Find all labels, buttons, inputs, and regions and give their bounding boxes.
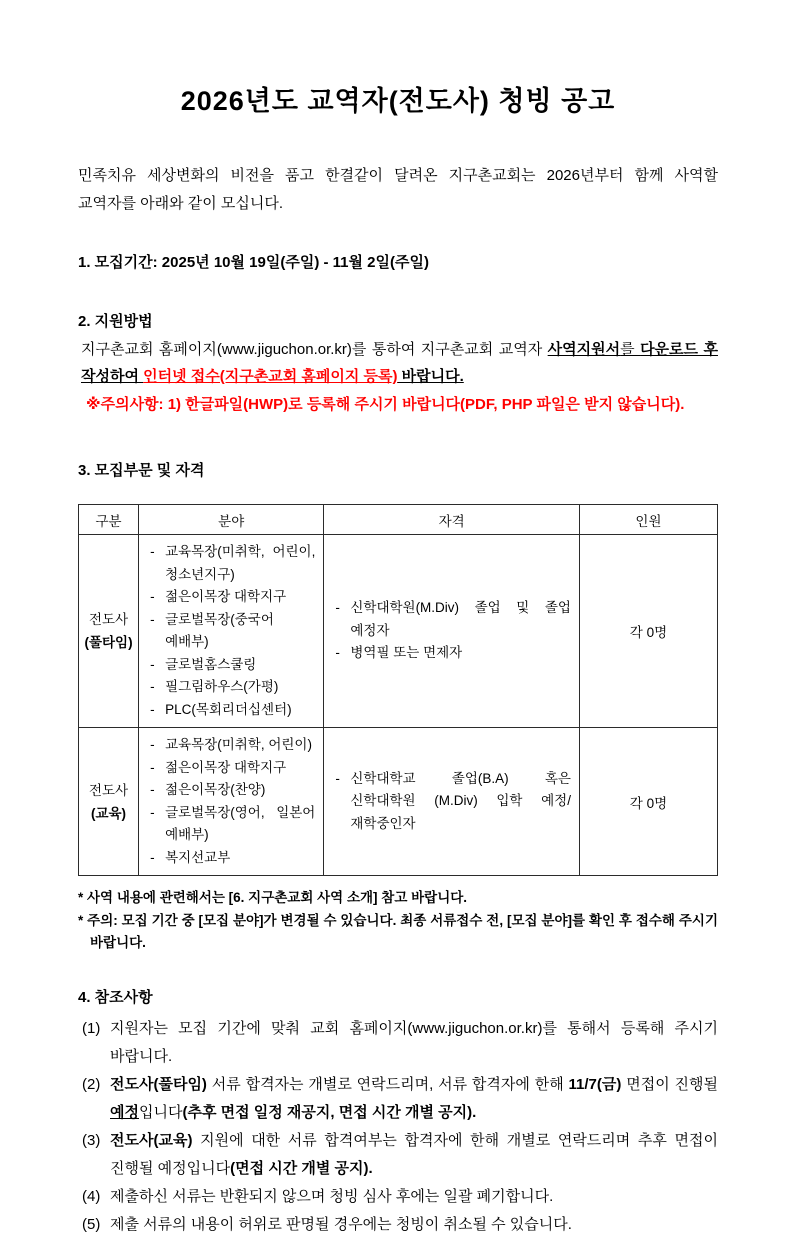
- field-text: 글로벌목장(영어, 일본어 예배부): [165, 804, 316, 842]
- recruitment-table: [78, 504, 718, 876]
- category-name: 전도사: [88, 612, 129, 627]
- apply-text-end: 바랍니다.: [397, 368, 464, 385]
- qual-text: 신학대학원(M.Div) 졸업 및 졸업 예정자: [350, 600, 571, 638]
- apply-text-form: 사역지원서: [547, 341, 621, 358]
- item-text: 지원에 대한 서류 합격여부는 합격자에 한해 개별로 연락드리며 추후 면접이 진행될 예정입니다: [110, 1131, 718, 1177]
- qualifications-cell-fulltime: [324, 535, 580, 728]
- reference-item-1: [82, 1015, 718, 1071]
- reference-item-4: [82, 1183, 718, 1211]
- item-text: 서류 합격자는 개별로 연락드리며, 서류 합격자에 한해: [206, 1075, 569, 1093]
- field-text: 젊은이목장 대학지구: [165, 759, 287, 775]
- list-item: [150, 802, 315, 847]
- col-header-category: 구분: [79, 505, 139, 535]
- item-text: 지원자는 모집 기간에 맞춰 교회 홈페이지(www.jiguchon.or.kr)를 통해서 등록해 주시기 바랍니다.: [110, 1019, 718, 1065]
- section-2-application-method: [78, 310, 718, 418]
- table-row: [79, 728, 718, 876]
- section-3-heading: 3. 모집부문 및 자격: [78, 462, 205, 479]
- dash-bullet: -: [150, 589, 155, 604]
- fields-cell-education: [139, 728, 324, 876]
- intro-paragraph: 민족치유 세상변화의 비전을 품고 한결같이 달려온 지구촌교회는 2026년부터 함께 사역할 교역자를 아래와 같이 모십니다.: [78, 167, 718, 212]
- item-text-bold: 전도사(교육): [110, 1131, 193, 1149]
- apply-text-particle: 를: [620, 341, 641, 358]
- category-cell-education: [79, 728, 139, 876]
- item-text-bold: 전도사(풀타임): [110, 1075, 207, 1093]
- col-header-headcount: 인원: [579, 505, 717, 535]
- item-text-bold: (면접 시간 개별 공지).: [230, 1159, 373, 1177]
- item-text-underline: 예정: [110, 1103, 139, 1121]
- table-footnotes: [78, 887, 718, 955]
- reference-list: [78, 1015, 718, 1239]
- item-number: (5): [82, 1215, 101, 1233]
- dash-bullet: -: [150, 611, 155, 627]
- list-item: [150, 779, 315, 802]
- list-item: [150, 699, 315, 722]
- footnote-field-change-warning: * 주의: 모집 기간 중 [모집 분야]가 변경될 수 있습니다. 최종 서류접수 전, [모집 분야]를 확인 후 접수해 주시기 바랍니다.: [78, 912, 718, 950]
- section-2-body: [78, 336, 718, 390]
- dash-bullet: -: [150, 656, 155, 672]
- list-item: [335, 597, 571, 642]
- headcount-cell-education: 각 0명: [579, 728, 717, 876]
- list-item: [150, 654, 315, 677]
- list-item: [335, 768, 571, 836]
- qualifications-cell-education: [324, 728, 580, 876]
- dash-bullet: -: [150, 679, 155, 694]
- category-sub: (교육): [90, 805, 127, 821]
- list-item: [335, 642, 571, 665]
- item-text: 제출 서류의 내용이 허위로 판명될 경우에는 청빙이 취소될 수 있습니다.: [110, 1215, 572, 1233]
- qual-text: 병역필 또는 면제자: [350, 645, 463, 661]
- col-header-qualification: 자격: [324, 505, 580, 535]
- list-item: [150, 676, 315, 699]
- dash-bullet: -: [335, 770, 340, 786]
- table-header-row: [79, 505, 718, 535]
- apply-text-normal: 지구촌교회 홈페이지(www.jiguchon.or.kr)를 통하여 지구촌교회 교역자: [81, 341, 548, 358]
- category-name: 전도사: [88, 782, 129, 798]
- category-cell-fulltime: [79, 535, 139, 728]
- item-text-bold: (추후 면접 일정 재공지, 면접 시간 개별 공지).: [182, 1103, 477, 1121]
- reference-item-3: [82, 1127, 718, 1183]
- page-title: 2026년도 교역자(전도사) 청빙 공고: [180, 86, 616, 116]
- field-text: 글로벌홈스쿨링: [165, 656, 257, 672]
- section-4-heading: 4. 참조사항: [78, 988, 153, 1006]
- footnote-ministry-intro: * 사역 내용에 관련해서는 [6. 지구촌교회 사역 소개] 참고 바랍니다.: [78, 890, 468, 905]
- field-text: 교육목장(미취학, 어린이): [165, 737, 312, 752]
- list-item: [150, 541, 315, 586]
- dash-bullet: -: [150, 759, 155, 775]
- qual-text: 신학대학교 졸업(B.A) 혹은 신학대학원 (M.Div) 입학 예정/재학중인자: [350, 770, 571, 831]
- list-item: [150, 847, 315, 870]
- headcount-cell-fulltime: 각 0명: [579, 535, 717, 728]
- section-3-positions: [78, 459, 718, 955]
- apply-text-internet-highlight: 인터넷 접수(지구촌교회 홈페이지 등록): [143, 368, 398, 385]
- dash-bullet: -: [150, 737, 155, 752]
- dash-bullet: -: [150, 782, 155, 797]
- field-text: 필그림하우스(가평): [165, 679, 279, 694]
- list-item: [150, 586, 315, 609]
- reference-item-5: [82, 1211, 718, 1239]
- caution-note: ※주의사항: 1) 한글파일(HWP)로 등록해 주시기 바랍니다(PDF, PHP 파일은 받지 않습니다).: [86, 396, 685, 413]
- field-text: PLC(목회리더십센터): [165, 701, 292, 717]
- category-sub: (풀타임): [84, 635, 133, 650]
- item-number: (4): [82, 1187, 101, 1205]
- list-item: [150, 734, 315, 757]
- apply-text-download: 다운로드 후 작성하여: [81, 341, 718, 385]
- field-text: 교육목장(미취학, 어린이, 청소년지구): [165, 544, 316, 582]
- dash-bullet: -: [335, 645, 340, 661]
- item-text-bold: 11/7(금): [568, 1075, 622, 1093]
- fields-cell-fulltime: [139, 535, 324, 728]
- dash-bullet: -: [335, 600, 340, 616]
- dash-bullet: -: [150, 701, 155, 717]
- field-text: 젊은이목장(찬양): [165, 782, 266, 797]
- section-1-recruitment-period: 1. 모집기간: 2025년 10월 19일(주일) - 11월 2일(주일): [78, 254, 429, 271]
- table-row: [79, 535, 718, 728]
- item-text: 제출하신 서류는 반환되지 않으며 청빙 심사 후에는 일괄 폐기합니다.: [110, 1187, 554, 1205]
- list-item: [150, 757, 315, 780]
- section-2-heading: 2. 지원방법: [78, 313, 153, 330]
- section-4-references: [78, 986, 718, 1239]
- field-text: 복지선교부: [165, 849, 231, 865]
- col-header-field: 분야: [139, 505, 324, 535]
- item-number: (3): [82, 1131, 101, 1149]
- item-text: 면접이 진행될: [621, 1075, 718, 1093]
- dash-bullet: -: [150, 544, 155, 559]
- reference-item-2: [82, 1071, 718, 1127]
- list-item: [150, 609, 315, 654]
- field-text: 글로벌목장(중국어 예배부): [165, 611, 274, 649]
- item-number: (1): [82, 1019, 101, 1037]
- dash-bullet: -: [150, 849, 155, 865]
- item-text: 입니다: [138, 1103, 183, 1121]
- item-number: (2): [82, 1075, 101, 1093]
- dash-bullet: -: [150, 804, 155, 820]
- field-text: 젊은이목장 대학지구: [165, 589, 287, 604]
